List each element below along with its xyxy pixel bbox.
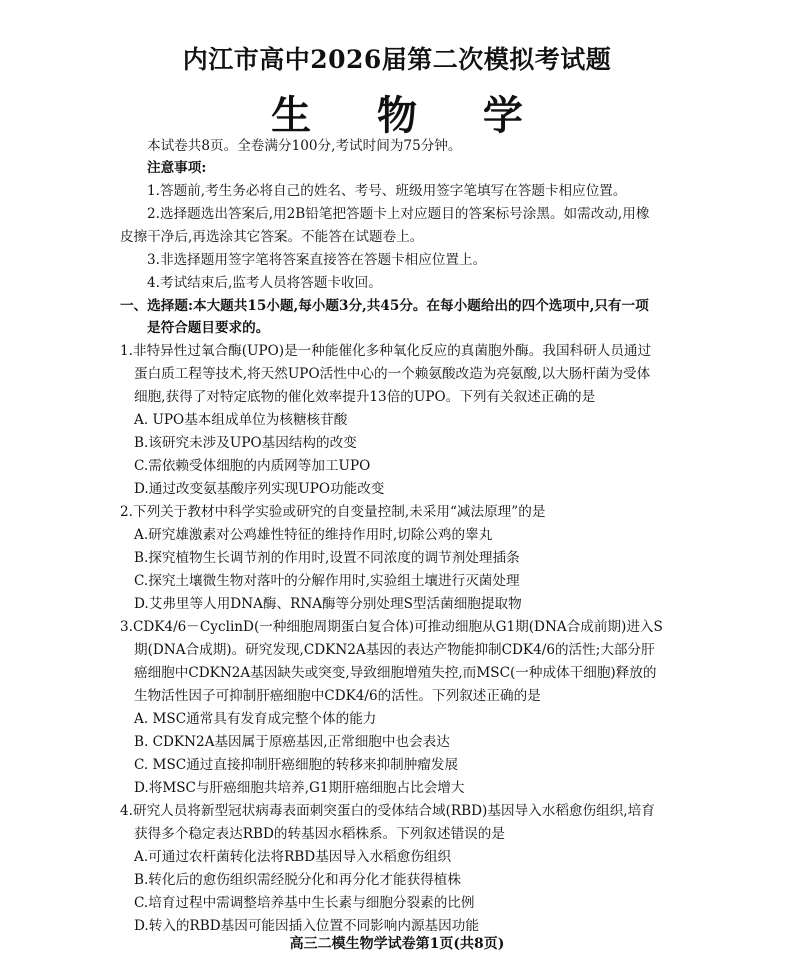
question-option: C. MSC通过直接抑制肝癌细胞的转移来抑制肿瘤发展 [134, 757, 459, 773]
note-line: 皮擦干净后,再选涂其它答案。不能答在试题卷上。 [120, 229, 424, 245]
question-option: A.可通过农杆菌转化法将RBD基因导入水稻愈伤组织 [134, 849, 452, 865]
question-stem: 细胞,获得了对特定底物的催化效率提升13倍的UPO。下列有关叙述正确的是 [134, 389, 596, 405]
question-option: A.研究雄激素对公鸡雄性特征的维持作用时,切除公鸡的睾丸 [134, 527, 493, 543]
question-stem: 3.CDK4/6－CyclinD(一种细胞周期蛋白复合体)可推动细胞从G1期(DNA合成前期)进入S [120, 619, 663, 635]
question-option: C.培育过程中需调整培养基中生长素与细胞分裂素的比例 [134, 895, 475, 911]
question-option: B. CDKN2A基因属于原癌基因,正常细胞中也会表达 [134, 734, 450, 750]
question-stem: 2.下列关于教材中科学实验或研究的自变量控制,未采用“减法原理”的是 [120, 504, 546, 520]
note-line: 2.选择题选出答案后,用2B铅笔把答题卡上对应题目的答案标号涂黑。如需改动,用橡 [147, 206, 650, 222]
question-stem: 1.非特异性过氧合酶(UPO)是一种能催化多种氧化反应的真菌胞外酶。我国科研人员通过 [120, 343, 652, 359]
section-heading: 一、选择题:本大题共15小题,每小题3分,共45分。在每小题给出的四个选项中,只有一项 [120, 298, 649, 314]
question-option: B.探究植物生长调节剂的作用时,设置不同浓度的调节剂处理插条 [134, 550, 520, 566]
subject-title: 生 物 学 [271, 92, 549, 139]
page-footer: 高三二模生物学试卷第1页(共8页) [289, 936, 505, 952]
note-line: 3.非选择题用签字笔将答案直接答在答题卡相应位置上。 [147, 252, 487, 268]
question-option: D.通过改变氨基酸序列实现UPO功能改变 [134, 481, 385, 497]
question-option: D.转入的RBD基因可能因插入位置不同影响内源基因功能 [134, 918, 479, 934]
exam-summary: 本试卷共8页。全卷满分100分,考试时间为75分钟。 [147, 138, 462, 154]
exam-title: 内江市高中2026届第二次模拟考试题 [182, 45, 612, 74]
question-stem: 期(DNA合成期)。研究发现,CDKN2A基因的表达产物能抑制CDK4/6的活性;大部分肝 [134, 642, 655, 658]
notes-heading: 注意事项: [147, 160, 207, 176]
question-option: A. MSC通常具有发育成完整个体的能力 [134, 711, 377, 727]
question-option: C.需依赖受体细胞的内质网等加工UPO [134, 458, 371, 474]
note-line: 4.考试结束后,监考人员将答题卡收回。 [147, 275, 382, 291]
question-option: D.艾弗里等人用DNA酶、RNA酶等分别处理S型活菌细胞提取物 [134, 596, 522, 612]
question-option: B.转化后的愈伤组织需经脱分化和再分化才能获得植株 [134, 872, 461, 888]
section-heading-cont: 是符合题目要求的。 [147, 320, 270, 336]
question-stem: 4.研究人员将新型冠状病毒表面刺突蛋白的受体结合域(RBD)基因导入水稻愈伤组织,培育 [120, 803, 655, 819]
question-option: B.该研究未涉及UPO基因结构的改变 [134, 435, 357, 451]
question-stem: 生物活性因子可抑制肝癌细胞中CDK4/6的活性。下列叙述正确的是 [134, 688, 541, 704]
question-stem: 癌细胞中CDKN2A基因缺失或突变,导致细胞增殖失控,而MSC(一种成体干细胞)释放的 [134, 665, 657, 681]
question-option: A. UPO基本组成单位为核糖核苷酸 [134, 412, 348, 428]
note-line: 1.答题前,考生务必将自己的姓名、考号、班级用签字笔填写在答题卡相应位置。 [147, 183, 627, 199]
question-stem: 蛋白质工程等技术,将天然UPO活性中心的一个赖氨酸改造为亮氨酸,以大肠杆菌为受体 [134, 366, 651, 382]
question-option: C.探究土壤微生物对落叶的分解作用时,实验组土壤进行灭菌处理 [134, 573, 520, 589]
question-option: D.将MSC与肝癌细胞共培养,G1期肝癌细胞占比会增大 [134, 780, 465, 796]
question-stem: 获得多个稳定表达RBD的转基因水稻株系。下列叙述错误的是 [134, 826, 505, 842]
